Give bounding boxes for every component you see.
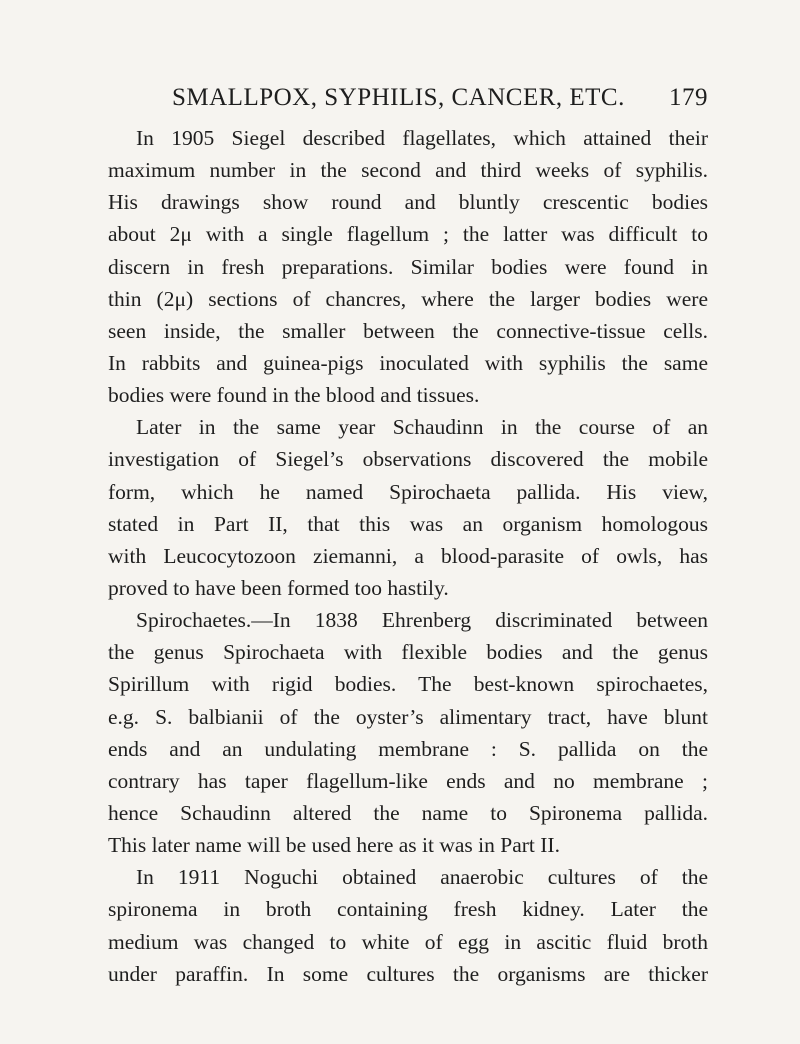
text-line: seen inside, the smaller between the connective-tissue cells. <box>108 318 708 343</box>
text-line: In 1905 Siegel described flagellates, which attained their <box>136 126 708 150</box>
running-title: SMALLPOX, SYPHILIS, CANCER, ETC. <box>172 84 625 111</box>
text-line: Spirochaetes.—In 1838 Ehrenberg discriminated between <box>136 608 708 633</box>
text-line: under paraffin. In some cultures the organisms are thicker <box>108 961 708 986</box>
page-number: 179 <box>669 84 708 111</box>
running-header <box>172 84 708 118</box>
body-text <box>108 122 708 990</box>
text-line: form, which he named Spirochaeta pallida. His view, <box>108 479 708 504</box>
text-line: thin (2μ) sections of chancres, where the larger bodies were <box>108 286 708 311</box>
text-line: In rabbits and guinea-pigs inoculated with syphilis the same <box>108 350 708 375</box>
text-line: Spirillum with rigid bodies. The best-known spirochaetes, <box>108 672 708 697</box>
text-line: This later name will be used here as it was in Part II. <box>108 833 560 858</box>
text-line: maximum number in the second and third weeks of syphilis. <box>108 158 708 183</box>
text-line: bodies were found in the blood and tissues. <box>108 383 480 408</box>
text-line: hence Schaudinn altered the name to Spironema pallida. <box>108 800 708 825</box>
text-line: His drawings show round and bluntly crescentic bodies <box>108 190 708 215</box>
text-line: spironema in broth containing fresh kidney. Later the <box>108 897 708 922</box>
text-line: the genus Spirochaeta with flexible bodies and the genus <box>108 640 708 665</box>
text-line: stated in Part II, that this was an organism homologous <box>108 511 708 536</box>
text-line: ends and an undulating membrane : S. pallida on the <box>108 736 708 761</box>
text-line: investigation of Siegel’s observations discovered the mobile <box>108 447 708 472</box>
text-line: about 2μ with a single flagellum ; the latter was difficult to <box>108 222 708 247</box>
text-line: Later in the same year Schaudinn in the course of an <box>136 415 708 440</box>
text-line: e.g. S. balbianii of the oyster’s alimentary tract, have blunt <box>108 704 708 729</box>
text-line: In 1911 Noguchi obtained anaerobic cultures of the <box>136 865 708 890</box>
text-line: with Leucocytozoon ziemanni, a blood-parasite of owls, has <box>108 543 708 568</box>
text-line: medium was changed to white of egg in ascitic fluid broth <box>108 929 708 954</box>
text-line: proved to have been formed too hastily. <box>108 575 449 600</box>
text-line: discern in fresh preparations. Similar bodies were found in <box>108 254 708 279</box>
text-line: contrary has taper flagellum-like ends and no membrane ; <box>108 768 708 793</box>
